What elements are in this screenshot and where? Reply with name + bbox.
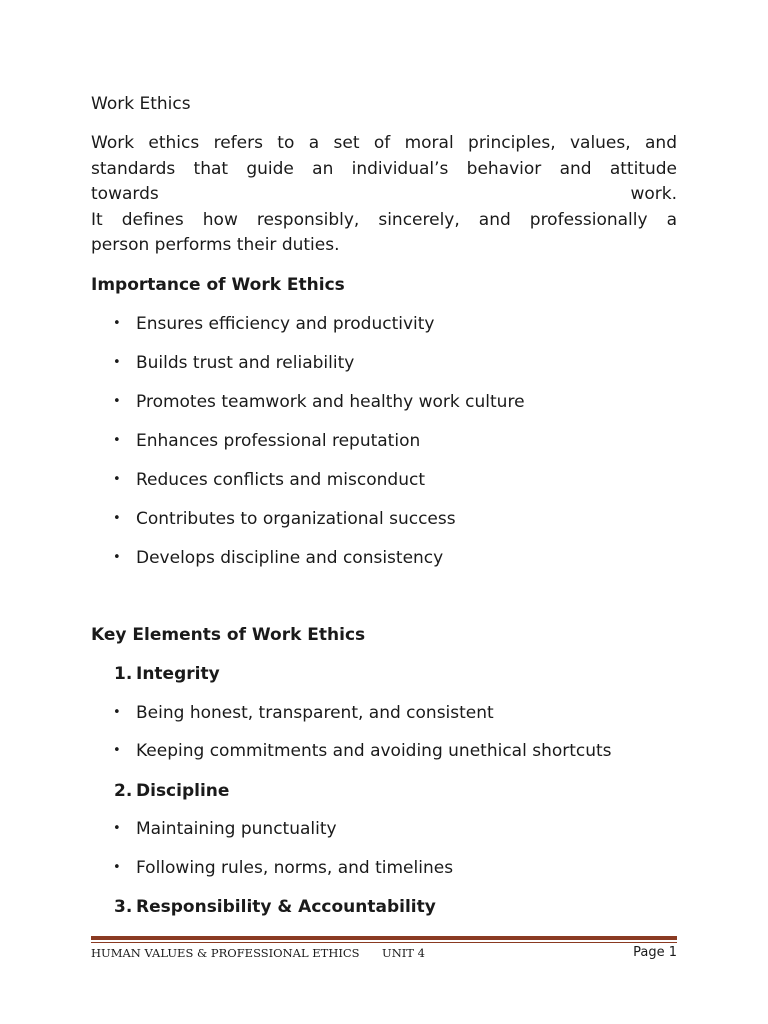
list-item-text: Reduces conflicts and misconduct <box>136 470 425 490</box>
section-number: 2. <box>114 781 133 801</box>
section-title: Responsibility & Accountability <box>136 897 436 917</box>
bullet-icon: • <box>113 550 121 565</box>
list-item-text: Being honest, transparent, and consistent <box>136 703 494 723</box>
bullet-icon: • <box>113 743 121 758</box>
bullet-icon: • <box>113 316 121 331</box>
bullet-icon: • <box>113 355 121 370</box>
list-item <box>91 468 525 492</box>
list-item <box>91 312 525 336</box>
list-item-text: Enhances professional reputation <box>136 431 421 451</box>
footer-unit: UNIT 4 <box>382 946 425 960</box>
list-item-text: Following rules, norms, and timelines <box>136 858 454 878</box>
intro-line-2: standards that guide an individual’s behavior and attitude <box>91 158 677 179</box>
list-item <box>91 817 453 841</box>
bullet-icon: • <box>113 821 121 836</box>
intro-line-3: towards work. <box>91 184 677 204</box>
list-item <box>91 351 525 375</box>
list-item-text: Develops discipline and consistency <box>136 548 444 568</box>
section-number: 1. <box>114 664 133 684</box>
list-item <box>91 856 453 880</box>
intro-line-4: It defines how responsibly, sincerely, and professionally a <box>91 209 677 230</box>
section-heading-integrity <box>114 662 220 686</box>
bullet-icon: • <box>113 433 121 448</box>
page-number: Page 1 <box>633 945 677 960</box>
key-elements-heading: Key Elements of Work Ethics <box>91 625 366 645</box>
bullet-icon: • <box>113 511 121 526</box>
section-number: 3. <box>114 897 133 917</box>
footer-divider-thin <box>91 942 677 943</box>
page-footer <box>91 944 677 962</box>
intro-line-1: Work ethics refers to a set of moral principles, values, and <box>91 133 677 153</box>
list-item-text: Contributes to organizational success <box>136 509 456 529</box>
list-item-text: Maintaining punctuality <box>136 819 337 839</box>
document-page <box>91 0 677 1024</box>
list-item-text: Builds trust and reliability <box>136 353 355 373</box>
bullet-icon: • <box>113 472 121 487</box>
intro-line-5: person performs their duties. <box>91 235 340 255</box>
list-item <box>91 701 612 725</box>
list-item-text: Keeping commitments and avoiding unethical shortcuts <box>136 741 612 761</box>
intro-paragraph <box>91 131 677 259</box>
section-heading-responsibility <box>114 895 436 919</box>
list-item <box>91 429 525 453</box>
discipline-list <box>91 817 453 880</box>
list-item <box>91 390 525 414</box>
importance-heading: Importance of Work Ethics <box>91 275 345 295</box>
list-item-text: Promotes teamwork and healthy work culture <box>136 392 525 412</box>
section-title: Discipline <box>136 781 230 801</box>
list-item <box>91 546 525 570</box>
footer-course-title: HUMAN VALUES & PROFESSIONAL ETHICS <box>91 946 360 960</box>
list-item-text: Ensures efficiency and productivity <box>136 314 435 334</box>
bullet-icon: • <box>113 394 121 409</box>
list-item <box>91 507 525 531</box>
section-heading-discipline <box>114 779 229 803</box>
document-title: Work Ethics <box>91 94 191 114</box>
integrity-list <box>91 701 612 763</box>
bullet-icon: • <box>113 705 121 720</box>
bullet-icon: • <box>113 860 121 875</box>
footer-divider <box>91 936 677 940</box>
section-title: Integrity <box>136 664 220 684</box>
importance-list <box>91 312 525 570</box>
list-item <box>91 739 612 763</box>
